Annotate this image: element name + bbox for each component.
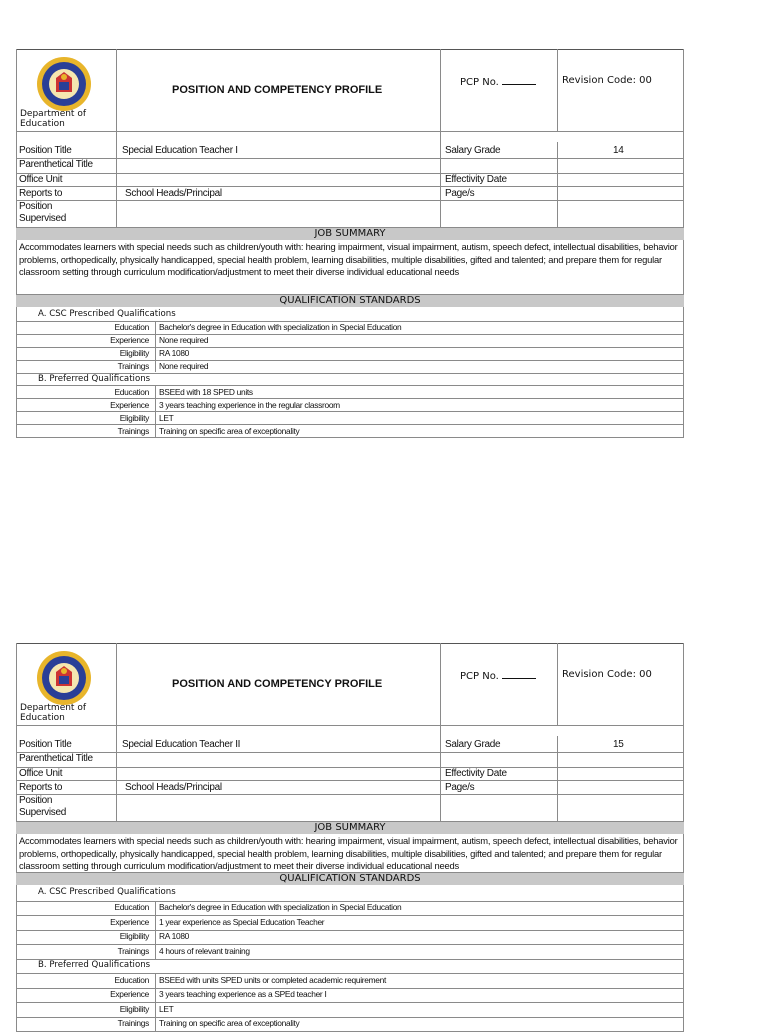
csc-3-label: Trainings [117, 945, 149, 956]
revision-code: Revision Code: 00 [562, 669, 652, 680]
pcp-number-blank [502, 669, 536, 679]
reports-to-value: School Heads/Principal [125, 188, 222, 199]
department-name: Department of Education [20, 703, 86, 723]
pref-2-value: LET [159, 1003, 174, 1014]
csc-3-label: Trainings [117, 361, 149, 372]
job-summary-header: JOB SUMMARY [16, 822, 684, 834]
csc-0-label: Education [114, 902, 149, 912]
preferred-qualifications-heading: B. Preferred Qualifications [38, 959, 151, 970]
csc-0-value: Bachelor's degree in Education with specialization in Special Education [159, 902, 402, 912]
pref-0-label: Education [114, 974, 149, 985]
pref-1-label: Experience [110, 399, 149, 410]
job-summary-text: Accommodates learners with special needs such as children/youth with: hearing impairment, visual impairment, autism, speech defect, intellectual disabilities, behavior problems, orthopedically, physically handicapped, special health problem, learning disabilities, multiple disabilities, gifted and talented; and prepare them for regular classroom setting through curriculum modification/adjustment to meet their diverse individual educational needs [19, 241, 678, 278]
pcp-number: PCP No. [460, 669, 536, 682]
job-summary-header: JOB SUMMARY [16, 228, 684, 240]
csc-qualifications-heading: A. CSC Prescribed Qualifications [38, 887, 176, 897]
pref-3-value: Training on specific area of exceptionality [159, 1018, 300, 1028]
position-competency-profile-1 [16, 49, 684, 439]
effectivity-date-label: Effectivity Date [445, 174, 507, 185]
csc-0-label: Education [114, 322, 149, 333]
parenthetical-title-label: Parenthetical Title [19, 753, 93, 764]
csc-2-label: Eligibility [119, 931, 149, 941]
position-competency-profile-2 [16, 643, 684, 1033]
salary-grade-label: Salary Grade [445, 145, 501, 156]
csc-3-value: 4 hours of relevant training [159, 945, 250, 956]
pages-label: Page/s [445, 782, 475, 793]
preferred-qualifications-heading: B. Preferred Qualifications [38, 373, 151, 384]
reports-to-label: Reports to [19, 188, 63, 199]
csc-qualifications-heading: A. CSC Prescribed Qualifications [38, 309, 176, 319]
office-unit-label: Office Unit [19, 768, 63, 779]
pref-1-value: 3 years teaching experience in the regular classroom [159, 399, 340, 410]
csc-2-value: RA 1080 [159, 348, 190, 359]
position-title-value: Special Education Teacher II [122, 739, 241, 750]
effectivity-date-label: Effectivity Date [445, 768, 507, 779]
salary-grade-value: 15 [613, 739, 624, 750]
salary-grade-value: 14 [613, 145, 624, 156]
position-supervised-label: Position Supervised [19, 201, 67, 224]
csc-1-value: None required [159, 335, 209, 346]
pref-0-label: Education [114, 386, 149, 397]
csc-1-label: Experience [110, 335, 149, 346]
pref-2-label: Eligibility [119, 1003, 149, 1014]
salary-grade-label: Salary Grade [445, 739, 501, 750]
page-title: POSITION AND COMPETENCY PROFILE [172, 678, 383, 690]
reports-to-label: Reports to [19, 782, 63, 793]
pages-label: Page/s [445, 188, 475, 199]
qualification-standards-header: QUALIFICATION STANDARDS [16, 873, 684, 885]
department-name: Department of Education [20, 109, 86, 129]
pref-0-value: BSEEd with 18 SPED units [159, 386, 253, 397]
position-title-label: Position Title [19, 145, 72, 156]
pcp-number-blank [502, 75, 536, 85]
pref-0-value: BSEEd with units SPED units or completed academic requirement [159, 974, 387, 985]
csc-0-value: Bachelor's degree in Education with specialization in Special Education [159, 322, 402, 333]
job-summary-text: Accommodates learners with special needs such as children/youth with: hearing impairment, visual impairment, autism, speech defect, intellectual disabilities, behavior problems, orthopedically, physically handicapped, special health problem, learning disabilities, multiple disabilities, gifted and talented; and prepare them for regular classroom setting through curriculum modification/adjustment to meet their diverse individual educational needs [19, 835, 678, 872]
pref-3-label: Trainings [117, 1018, 149, 1028]
csc-2-label: Eligibility [119, 348, 149, 359]
csc-1-value: 1 year experience as Special Education Teacher [159, 916, 325, 927]
office-unit-label: Office Unit [19, 174, 63, 185]
parenthetical-title-label: Parenthetical Title [19, 159, 93, 170]
csc-3-value: None required [159, 361, 209, 372]
page-title: POSITION AND COMPETENCY PROFILE [172, 84, 383, 96]
pref-1-value: 3 years teaching experience as a SPEd teacher I [159, 989, 327, 999]
pref-1-label: Experience [110, 989, 149, 999]
pref-2-label: Eligibility [119, 412, 149, 423]
position-supervised-label: Position Supervised [19, 795, 67, 818]
position-title-label: Position Title [19, 739, 72, 750]
position-title-value: Special Education Teacher I [122, 145, 238, 156]
pref-3-value: Training on specific area of exceptionality [159, 425, 300, 436]
deped-seal-logo [36, 56, 92, 112]
pcp-number: PCP No. [460, 75, 536, 88]
qualification-standards-header: QUALIFICATION STANDARDS [16, 295, 684, 307]
pref-2-value: LET [159, 412, 174, 423]
csc-1-label: Experience [110, 916, 149, 927]
csc-2-value: RA 1080 [159, 931, 190, 941]
pref-3-label: Trainings [117, 425, 149, 436]
revision-code: Revision Code: 00 [562, 75, 652, 86]
deped-seal-logo [36, 650, 92, 706]
reports-to-value: School Heads/Principal [125, 782, 222, 793]
